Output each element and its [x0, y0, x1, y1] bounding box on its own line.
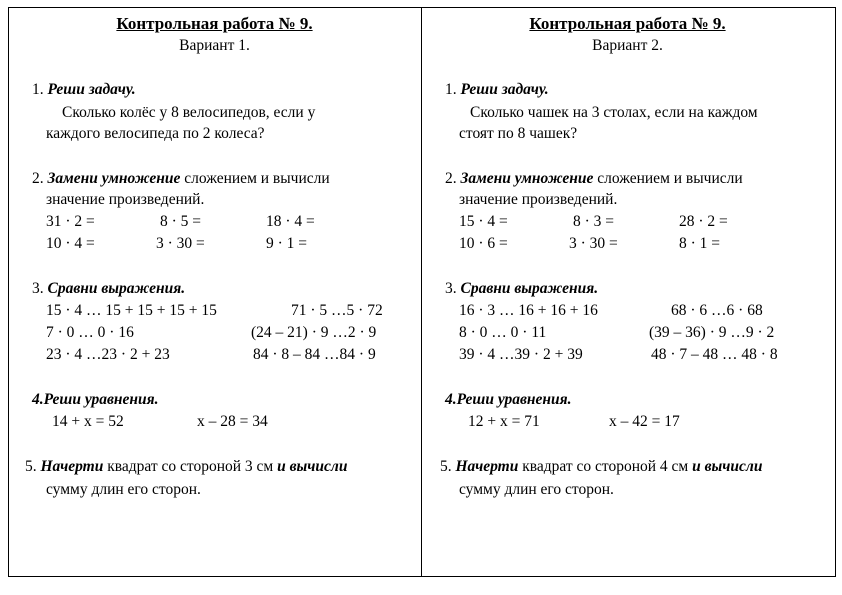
task-heading-2: и вычисли	[277, 458, 348, 475]
task-2-text-line-2: значение произведений.	[46, 191, 205, 208]
task-3-heading	[445, 281, 598, 297]
expression: 15 · 4 =	[459, 213, 508, 230]
task-2-heading	[32, 171, 330, 187]
expression: 8 · 3 =	[573, 213, 615, 230]
expression: 8 · 1 =	[679, 235, 721, 252]
task-number: 4.	[445, 391, 457, 408]
task-heading: Реши уравнения.	[43, 391, 159, 408]
comparison: 48 · 7 – 48 … 48 · 8	[651, 346, 778, 363]
variant-label: Вариант 2.	[592, 37, 663, 54]
task-number: 3.	[445, 280, 457, 297]
task-1-text-line-1: Сколько колёс у 8 велосипедов, если у	[62, 104, 316, 121]
task-heading: Начерти	[455, 458, 519, 475]
expression: 3 · 30 =	[156, 235, 205, 252]
task-heading: Замени умножение	[47, 170, 181, 187]
task-2-text-line-2: значение произведений.	[459, 191, 618, 208]
expression: 9 · 1 =	[266, 235, 308, 252]
comparison: 8 · 0 … 0 · 11	[459, 324, 547, 341]
task-number: 2.	[445, 170, 457, 187]
variant-1-column	[8, 7, 421, 577]
equation: x – 42 = 17	[609, 413, 680, 430]
comparison: 15 · 4 … 15 + 15 + 15 + 15	[46, 302, 217, 319]
task-heading-2: и вычисли	[692, 458, 763, 475]
task-number: 5.	[440, 458, 452, 475]
task-heading-middle: квадрат со стороной 3 см	[107, 458, 274, 475]
expression: 3 · 30 =	[569, 235, 618, 252]
expression: 10 · 4 =	[46, 235, 95, 252]
task-number: 1.	[445, 81, 457, 98]
variant-label: Вариант 1.	[179, 37, 250, 54]
test-title: Контрольная работа № 9.	[529, 14, 726, 33]
task-1-text-line-2: стоят по 8 чашек?	[459, 125, 578, 142]
task-5-text-line-2: сумму длин его сторон.	[459, 481, 614, 498]
task-heading: Реши уравнения.	[456, 391, 572, 408]
expression: 28 · 2 =	[679, 213, 728, 230]
comparison: 16 · 3 … 16 + 16 + 16	[459, 302, 598, 319]
task-5-heading	[440, 459, 763, 475]
task-1-heading	[32, 82, 136, 98]
task-4-heading	[445, 392, 572, 408]
task-heading: Начерти	[40, 458, 104, 475]
task-heading-rest: сложением и вычисли	[184, 170, 330, 187]
expression: 10 · 6 =	[459, 235, 508, 252]
task-heading-middle: квадрат со стороной 4 см	[522, 458, 689, 475]
task-heading: Сравни выражения.	[47, 280, 186, 297]
test-title: Контрольная работа № 9.	[116, 14, 313, 33]
task-heading: Сравни выражения.	[460, 280, 599, 297]
expression: 18 · 4 =	[266, 213, 315, 230]
task-number: 3.	[32, 280, 44, 297]
comparison: 68 · 6 …6 · 68	[671, 302, 763, 319]
task-heading: Реши задачу.	[47, 81, 136, 98]
task-1-text-line-2: каждого велосипеда по 2 колеса?	[46, 125, 265, 142]
task-3-heading	[32, 281, 185, 297]
task-5-text-line-2: сумму длин его сторон.	[46, 481, 201, 498]
comparison: (24 – 21) · 9 …2 · 9	[251, 324, 377, 341]
comparison: 71 · 5 …5 · 72	[291, 302, 383, 319]
task-1-heading	[445, 82, 549, 98]
task-heading: Замени умножение	[460, 170, 594, 187]
expression: 31 · 2 =	[46, 213, 95, 230]
comparison: (39 – 36) · 9 …9 · 2	[649, 324, 775, 341]
task-5-heading	[25, 459, 348, 475]
task-4-heading	[32, 392, 159, 408]
equation: 12 + x = 71	[468, 413, 540, 430]
variant-2-column	[421, 7, 834, 577]
comparison: 39 · 4 …39 · 2 + 39	[459, 346, 583, 363]
task-number: 4.	[32, 391, 44, 408]
task-2-heading	[445, 171, 743, 187]
task-heading-rest: сложением и вычисли	[597, 170, 743, 187]
task-number: 5.	[25, 458, 37, 475]
comparison: 7 · 0 … 0 · 16	[46, 324, 134, 341]
comparison: 84 · 8 – 84 …84 · 9	[253, 346, 376, 363]
task-number: 2.	[32, 170, 44, 187]
task-1-text-line-1: Сколько чашек на 3 столах, если на каждом	[470, 104, 758, 121]
expression: 8 · 5 =	[160, 213, 202, 230]
equation: x – 28 = 34	[197, 413, 268, 430]
task-number: 1.	[32, 81, 44, 98]
task-heading: Реши задачу.	[460, 81, 549, 98]
equation: 14 + x = 52	[52, 413, 124, 430]
comparison: 23 · 4 …23 · 2 + 23	[46, 346, 170, 363]
